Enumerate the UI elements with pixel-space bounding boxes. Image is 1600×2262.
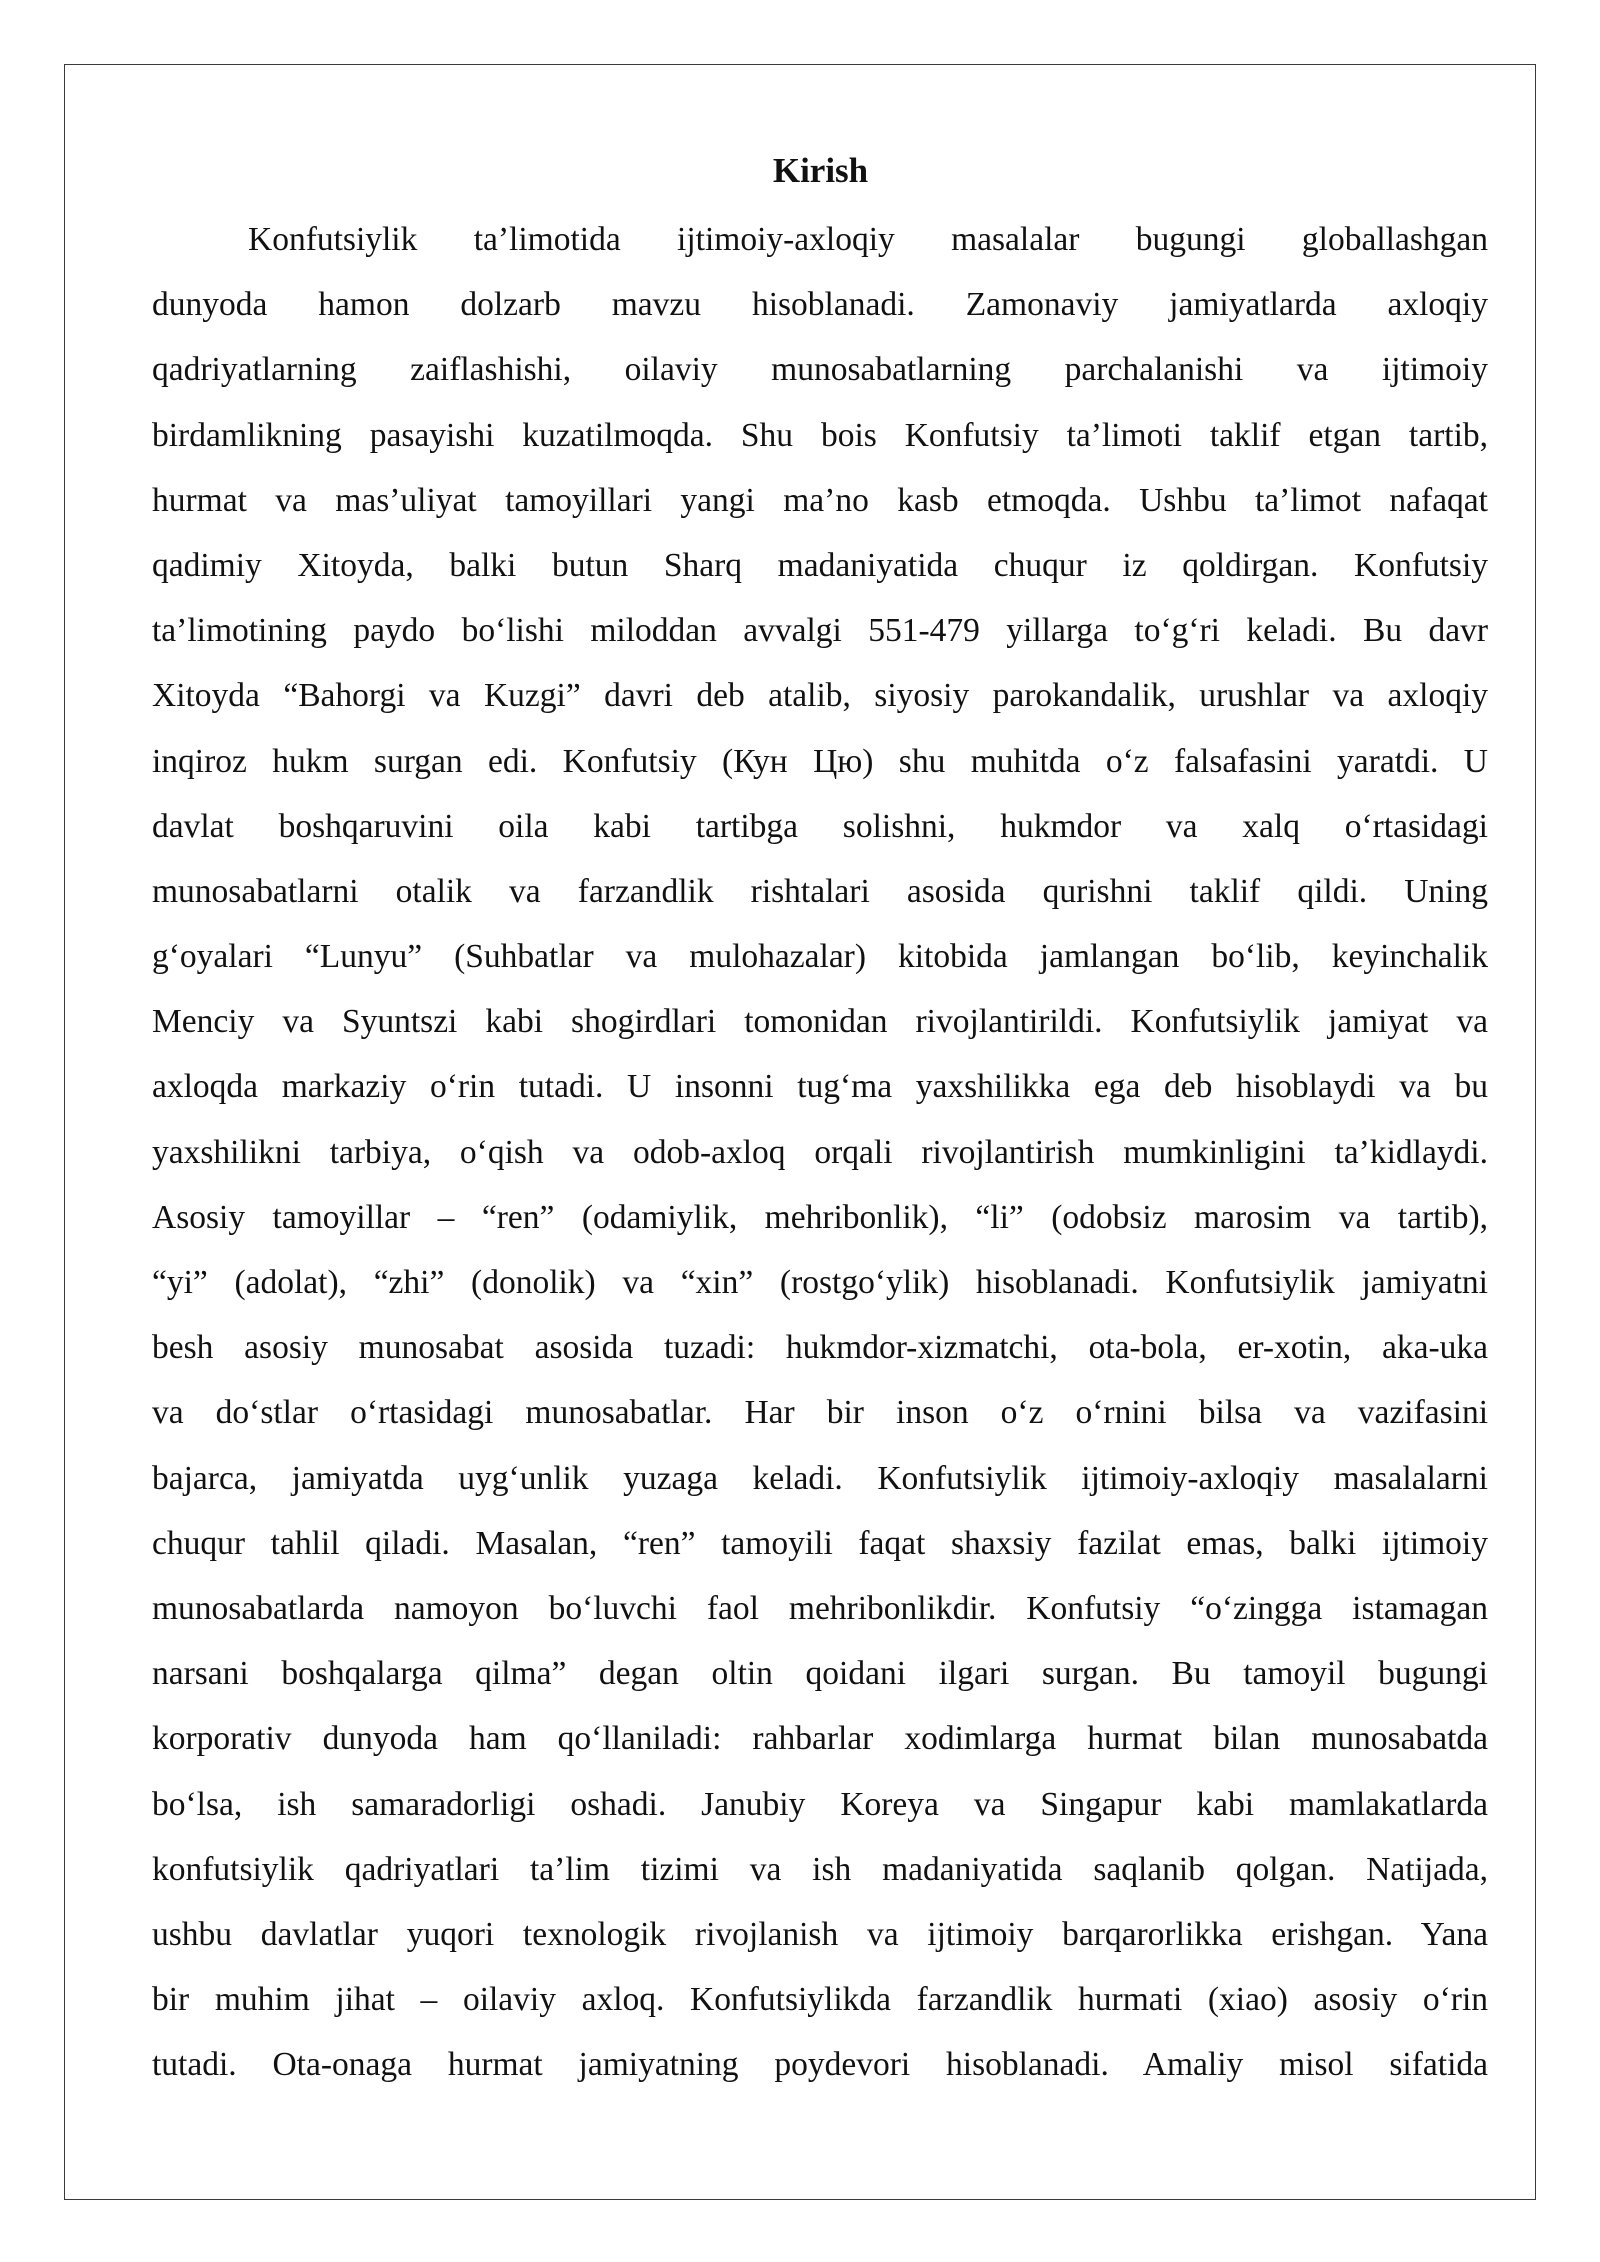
paragraph-line: inqiroz hukm surgan edi. Konfutsiy (Кун Цю) shu muhitda o‘z falsafasini yaratdi. U — [152, 742, 1488, 780]
paragraph-line: Xitoyda “Bahorgi va Kuzgi” davri deb atalib, siyosiy parokandalik, urushlar va axloqiy — [152, 677, 1488, 715]
paragraph-line: munosabatlarda namoyon bo‘luvchi faol mehribonlikdir. Konfutsiy “o‘zingga istamagan — [152, 1589, 1488, 1627]
paragraph-line: birdamlikning pasayishi kuzatilmoqda. Shu bois Konfutsiy ta’limoti taklif etgan tartib, — [152, 416, 1488, 454]
paragraph-line: g‘oyalari “Lunyu” (Suhbatlar va mulohazalar) kitobida jamlangan bo‘lib, keyinchalik — [152, 938, 1488, 976]
paragraph-line: va do‘stlar o‘rtasidagi munosabatlar. Har bir inson o‘z o‘rnini bilsa va vazifasini — [152, 1394, 1488, 1432]
paragraph-line: davlat boshqaruvini oila kabi tartibga solishni, hukmdor va xalq o‘rtasidagi — [152, 807, 1488, 845]
paragraph-line: tutadi. Ota-onaga hurmat jamiyatning poydevori hisoblanadi. Amaliy misol sifatida — [152, 2046, 1488, 2084]
paragraph-line: konfutsiylik qadriyatlari ta’lim tizimi va ish madaniyatida saqlanib qolgan. Natijada, — [152, 1850, 1488, 1888]
paragraph-line: narsani boshqalarga qilma” degan oltin qoidani ilgari surgan. Bu tamoyil bugungi — [152, 1655, 1488, 1693]
paragraph-line: bajarca, jamiyatda uyg‘unlik yuzaga keladi. Konfutsiylik ijtimoiy-axloqiy masalalarni — [152, 1459, 1488, 1497]
paragraph-line: munosabatlarni otalik va farzandlik rishtalari asosida qurishni taklif qildi. Uning — [152, 872, 1488, 910]
paragraph-line: Konfutsiylik ta’limotida ijtimoiy-axloqiy masalalar bugungi globallashgan — [248, 221, 1488, 258]
paragraph-line: Menciy va Syuntszi kabi shogirdlari tomonidan rivojlantirildi. Konfutsiylik jamiyat va — [152, 1003, 1488, 1041]
paragraph-line: “yi” (adolat), “zhi” (donolik) va “xin” (rostgo‘ylik) hisoblanadi. Konfutsiylik jamiyatni — [152, 1264, 1488, 1301]
paragraph-line: hurmat va mas’uliyat tamoyillari yangi ma’no kasb etmoqda. Ushbu ta’limot nafaqat — [152, 481, 1488, 519]
paragraph-line: dunyoda hamon dolzarb mavzu hisoblanadi. Zamonaviy jamiyatlarda axloqiy — [152, 286, 1488, 324]
paragraph-line: besh asosiy munosabat asosida tuzadi: hukmdor-xizmatchi, ota-bola, er-xotin, aka-uka — [152, 1329, 1488, 1367]
paragraph-line: yaxshilikni tarbiya, o‘qish va odob-axloq orqali rivojlantirish mumkinligini ta’kidlaydi. — [152, 1133, 1488, 1171]
paragraph-line: axloqda markaziy o‘rin tutadi. U insonni tug‘ma yaxshilikka ega deb hisoblaydi va bu — [152, 1068, 1488, 1106]
paragraph-line: chuqur tahlil qiladi. Masalan, “ren” tamoyili faqat shaxsiy fazilat emas, balki ijtimoiy — [152, 1524, 1488, 1562]
document-body — [152, 216, 1488, 2106]
paragraph-line: ushbu davlatlar yuqori texnologik rivojlanish va ijtimoiy barqarorlikka erishgan. Yana — [152, 1915, 1488, 1953]
paragraph-line: qadimiy Xitoyda, balki butun Sharq madaniyatida chuqur iz qoldirgan. Konfutsiy — [152, 546, 1488, 584]
paragraph-line: korporativ dunyoda ham qo‘llaniladi: rahbarlar xodimlarga hurmat bilan munosabatda — [152, 1720, 1488, 1758]
paragraph-line: ta’limotining paydo bo‘lishi miloddan avvalgi 551-479 yillarga to‘g‘ri keladi. Bu davr — [152, 612, 1488, 650]
paragraph-line: bo‘lsa, ish samaradorligi oshadi. Janubiy Koreya va Singapur kabi mamlakatlarda — [152, 1785, 1488, 1823]
document-title: Kirish — [772, 151, 869, 190]
paragraph-line: bir muhim jihat – oilaviy axloq. Konfutsiylikda farzandlik hurmati (xiao) asosiy o‘rin — [152, 1981, 1488, 2019]
paragraph-line: qadriyatlarning zaiflashishi, oilaviy munosabatlarning parchalanishi va ijtimoiy — [152, 351, 1488, 389]
paragraph-line: Asosiy tamoyillar – “ren” (odamiylik, mehribonlik), “li” (odobsiz marosim va tartib), — [152, 1198, 1488, 1236]
